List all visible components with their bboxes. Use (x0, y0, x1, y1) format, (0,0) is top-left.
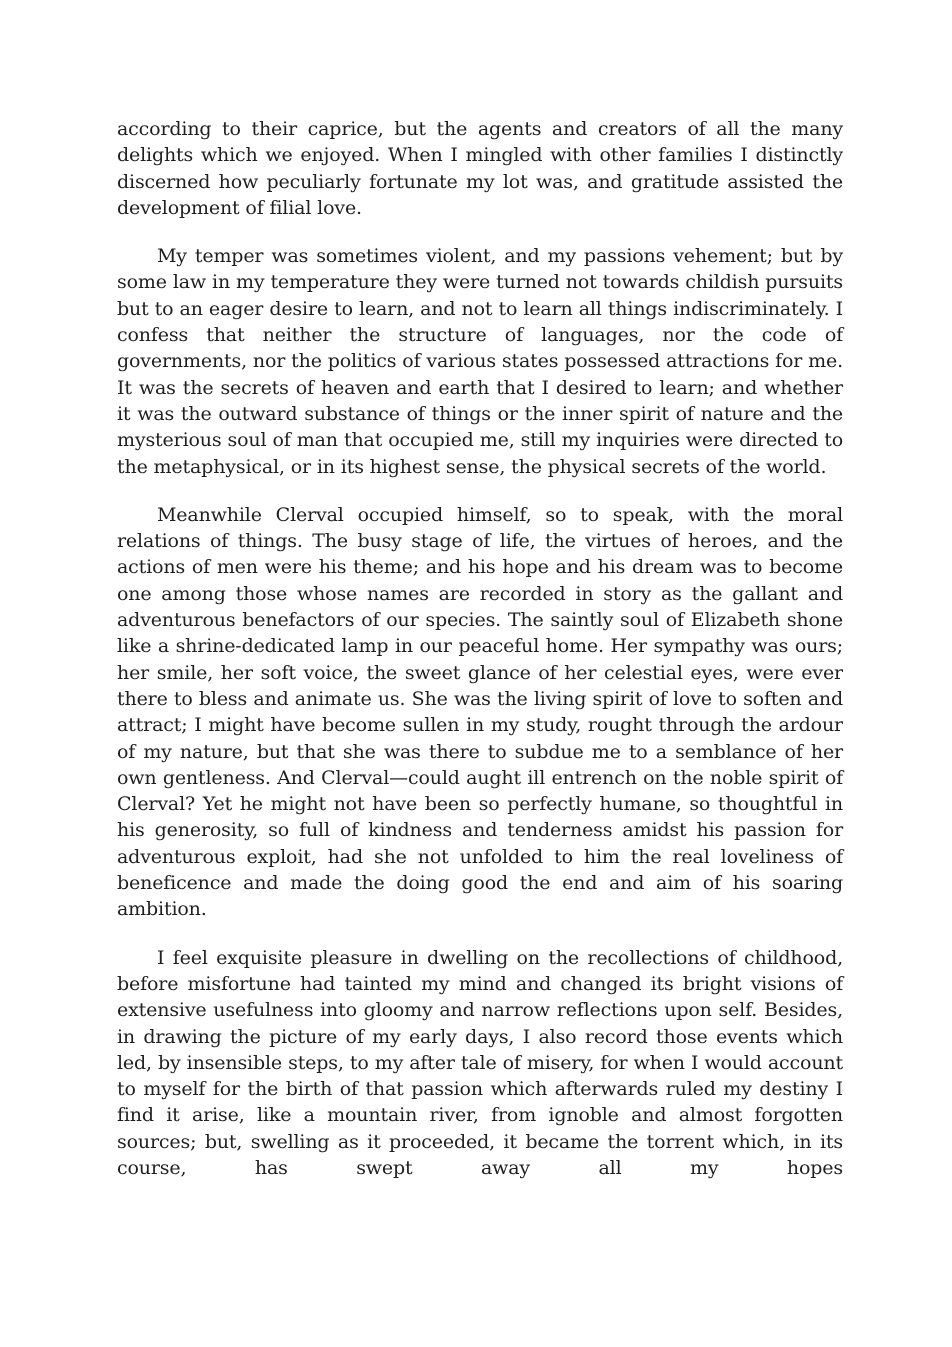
paragraph-3: Meanwhile Clerval occupied himself, so to speak, with the moral relations of things. The busy stage of life, the virtues of heroes, and the actions of men were his theme; and his hope and his dream was to become one among those whose names are recorded in story as the gallant and adventurous benefactors of our species. The saintly soul of Elizabeth shone like a shrine-dedicated lamp in our peaceful home. Her sympathy was ours; her smile, her soft voice, the sweet glance of her celestial eyes, were ever there to bless and animate us. She was the living spirit of love to soften and attract; I might have become sullen in my study, rought through the ardour of my nature, but that she was there to subdue me to a semblance of her own gentleness. And Clerval—could aught ill entrench on the noble spirit of Clerval? Yet he might not have been so perfectly humane, so thoughtful in his generosity, so full of kindness and tenderness amidst his passion for adventurous exploit, had she not unfolded to him the real loveliness of beneficence and made the doing good the end and aim of his soaring ambition. (117, 503, 843, 921)
page-body (117, 116, 843, 1181)
paragraph-1: according to their caprice, but the agents and creators of all the many delights which we enjoyed. When I mingled with other families I distinctly discerned how peculiarly fortunate my lot was, and gratitude assisted the development of filial love. (117, 118, 843, 219)
paragraph-2: My temper was sometimes violent, and my passions vehement; but by some law in my temperature they were turned not towards childish pursuits but to an eager desire to learn, and not to learn all things indiscriminately. I confess that neither the structure of languages, nor the code of governments, nor the politics of various states possessed attractions for me. It was the secrets of heaven and earth that I desired to learn; and whether it was the outward substance of things or the inner spirit of nature and the mysterious soul of man that occupied me, still my inquiries were directed to the metaphysical, or in its highest sense, the physical secrets of the world. (117, 245, 843, 478)
paragraph-4: I feel exquisite pleasure in dwelling on the recollections of childhood, before misfortune had tainted my mind and changed its bright visions of extensive usefulness into gloomy and narrow reflections upon self. Besides, in drawing the picture of my early days, I also record those events which led, by insensible steps, to my after tale of misery, for when I would account to myself for the birth of that passion which afterwards ruled my destiny I find it arise, like a mountain river, from ignoble and almost forgotten sources; but, swelling as it proceeded, it became the torrent which, in its course, has swept away all my hopes (117, 946, 843, 1179)
